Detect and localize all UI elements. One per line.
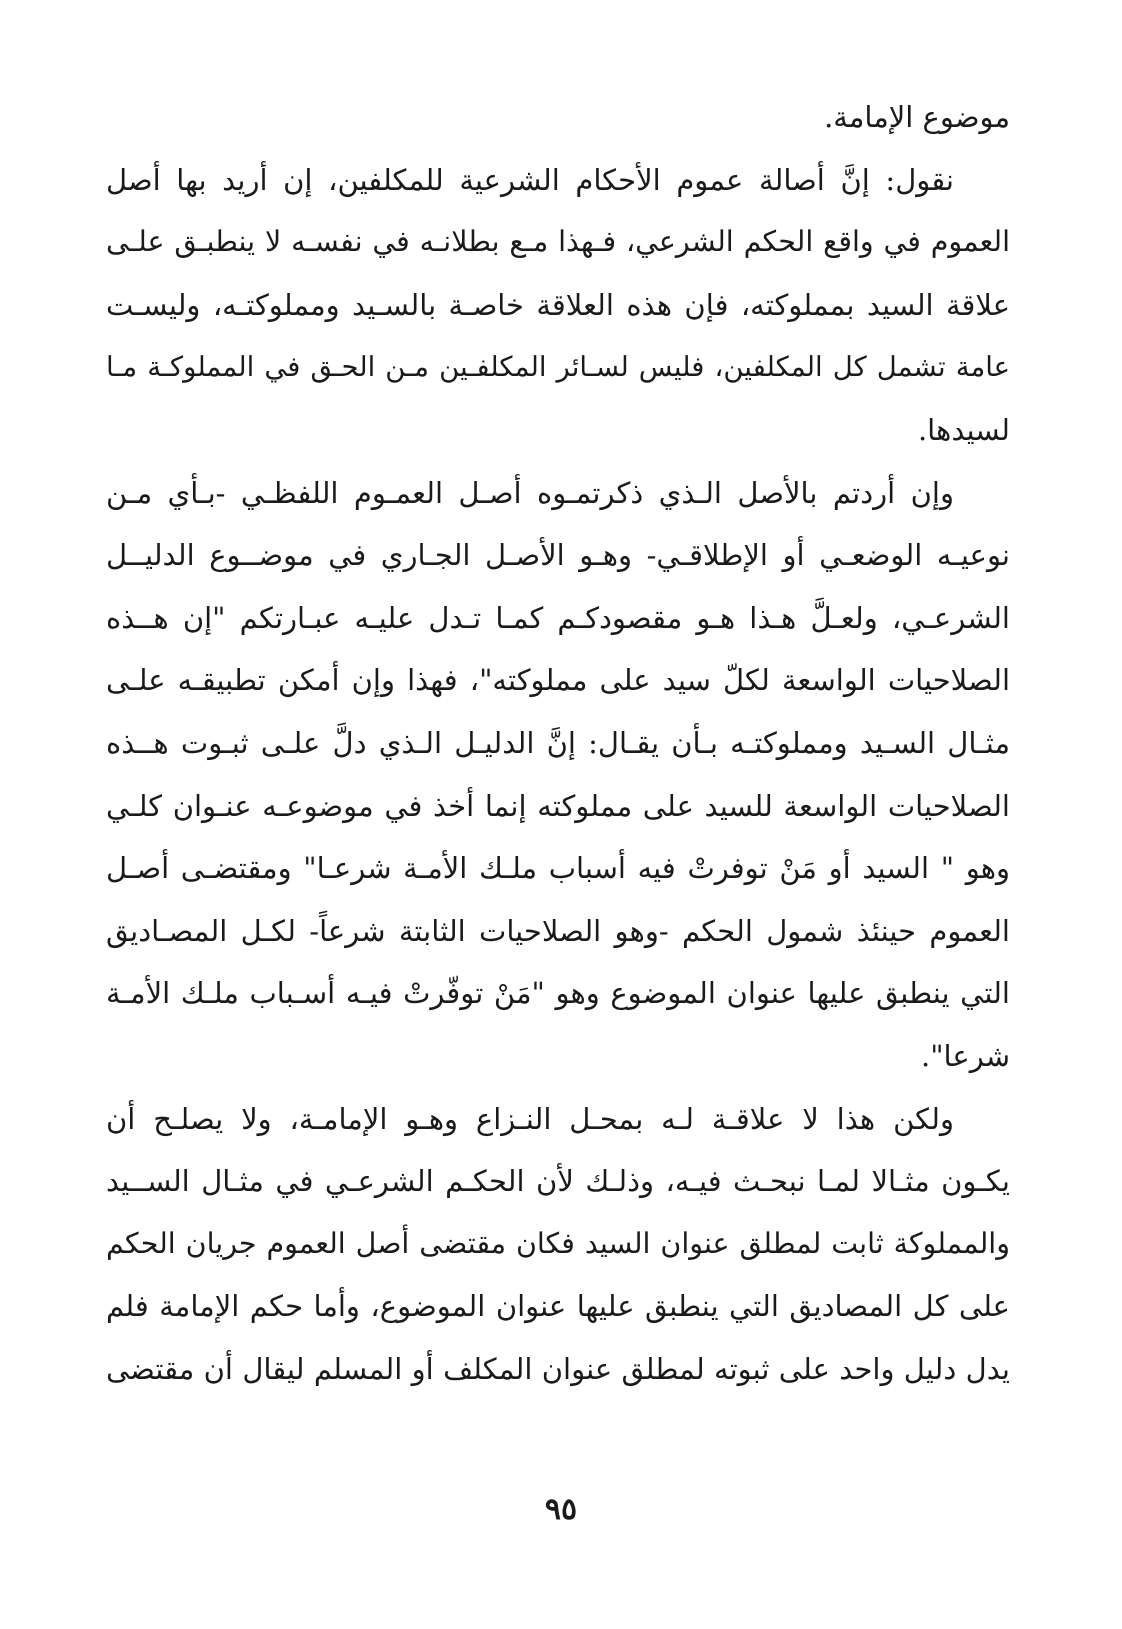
text-line: يدل دليل واحد على ثبوته لمطلق عنوان المكلف أو المسلم ليقال أن مقتضى (106, 1351, 1010, 1386)
text-line: مثـال السـيد ومملوكتـه بـأن يقـال: إنَّ الدليـل الـذي دلَّ علـى ثبـوت هــذه (106, 725, 1010, 760)
text-line: التي ينطبق عليها عنوان الموضوع وهو "مَنْ توفّرتْ فيـه أسـباب ملـك الأمـة (106, 976, 1010, 1011)
text-line: ولكن هذا لا علاقـة لـه بمحـل النـزاع وهـو الإمامـة، ولا يصلـح أن (106, 1101, 954, 1136)
text-line: علاقة السيد بمملوكته، فإن هذه العلاقة خاصـة بالسـيد ومملوكتـه، وليسـت (106, 287, 1010, 322)
text-line: لسيدها. (917, 412, 1010, 447)
text-line: نقول: إنَّ أصالة عموم الأحكام الشرعية للمكلفين، إن أريد بها أصل (106, 162, 954, 197)
text-line: عامة تشمل كل المكلفين، فليس لسـائر المكلفـين مـن الحـق في المملوكـة مـا (106, 351, 1010, 384)
text-line: يكـون مثـالا لمـا نبحـث فيـه، وذلـك لأن الحكـم الشرعـي في مثـال الســيد (106, 1164, 1010, 1199)
text-line: موضوع الإمامة. (824, 100, 1010, 134)
text-line: وهو " السيد أو مَنْ توفرتْ فيه أسباب ملـك الأمـة شرعـا" ومقتضـى أصـل (106, 851, 1010, 886)
text-line: الصلاحيات الواسعة لكلّ سيد على مملوكته"، فهذا وإن أمكن تطبيقـه علـى (106, 663, 1010, 698)
text-line: العموم في واقع الحكم الشرعي، فـهذا مـع بطلانـه في نفسـه لا ينطبـق علـى (106, 225, 1010, 259)
text-line: والمملوكة ثابت لمطلق عنوان السيد فكان مقتضى أصل العموم جريان الحكم (106, 1226, 1010, 1260)
body-text (106, 86, 1010, 1400)
text-line: نوعيـه الوضعـي أو الإطلاقـي- وهـو الأصـل الجـاري في موضــوع الدليــل (106, 538, 1010, 573)
page-number: ٩٥ (544, 1492, 578, 1527)
text-line: وإن أردتم بالأصل الـذي ذكرتمـوه أصـل العمـوم اللفظـي -بـأي مـن (106, 475, 954, 510)
text-line: الشرعـي، ولعـلَّ هـذا هـو مقصودكـم كمـا تـدل عليـه عبـارتكم "إن هــذه (106, 600, 1010, 635)
text-line: الصلاحيات الواسعة للسيد على مملوكته إنما أخذ في موضوعـه عنـوان كلـي (106, 788, 1010, 823)
text-line: على كل المصاديق التي ينطبق عليها عنوان الموضوع، وأما حكم الإمامة فلم (106, 1289, 1010, 1324)
text-line: شرعا". (921, 1038, 1010, 1073)
text-line: العموم حينئذ شمول الحكم -وهو الصلاحيات الثابتة شرعاً- لكـل المصـاديق (106, 913, 1010, 948)
